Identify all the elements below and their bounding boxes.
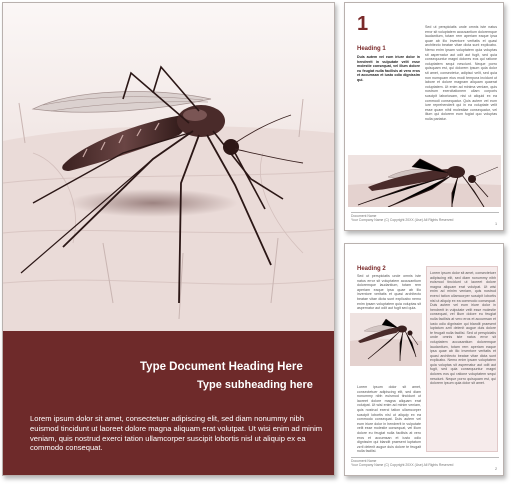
mosquito-photo — [3, 3, 335, 331]
footer-title: Document Name — [351, 459, 377, 463]
mosquito-inset-image — [350, 313, 422, 366]
footer-copyright: Your Company Name (C) Copyright 20XX (Use) All Rights Reserved — [351, 218, 454, 222]
cover-subheading: Type subheading here — [197, 379, 313, 391]
sidebar-box — [426, 266, 498, 452]
page-number: 1 — [357, 13, 369, 35]
cover-heading: Type Document Heading Here — [140, 361, 303, 373]
inner-page-1 — [344, 2, 504, 231]
right-column-text: Sed ut perspiciatis unde omnis iste natus error sit voluptatem accusantium doloremque laudantium, totam rem aperiam eaque ipsa quae ab illo inventore veritatis et quasi architecto beatae vitae dicta sunt explicabo. Nemo enim ipsam voluptatem quia voluptas sit aspernatur aut odit aut fugit, sed quia consequuntur magni dolores eos qui ratione voluptatem sequi nesciunt. Neque porro quisquam est, qui dolorem ipsum quia dolor sit amet, consectetur, adipisci velit, sed quia non numquam eius modi tempora incidunt ut labore et dolore magnam aliquam quaerat voluptatem. Ut enim ad minima veniam, quis nostrum exercitationem ullam corporis suscipit laboriosam, nisi ut aliquid ex ea commodi consequatur. Quis autem vel eum iure reprehenderit qui in ea voluptate velit esse quam nihil molestiae consequatur, vel illum qui dolorem eum fugiat quo voluptas nulla pariatur. — [425, 25, 497, 121]
left-column-bottom-text: Lorem ipsum dolor sit amet, consectetuer adipiscing elit, sed diam nonummy nibh euismod tincidunt ut laoreet dolore magna aliquam erat volutpat. Ut wisi enim ad minim veniam, quis nostrud exerci tation ullamcorper suscipit lobortis nisl ut aliquip ex ea commodo consequat. Duis autem vel eum iriure dolor in hendrerit in vulputate velit esse molestie consequat, vel illum dolore eu feugiat nulla facilisis at vero eros et accumsan et iusto odio dignissim qui blandit praesent luptatum zzril delenit augue duis dolore te feugait nulla facilisi. — [357, 385, 421, 454]
mosquito-banner-image — [348, 155, 501, 207]
footer-copyright: Your Company Name (C) Copyright 20XX (Use) All Rights Reserved — [351, 463, 454, 467]
cover-page — [2, 2, 335, 476]
cover-title-band — [3, 331, 335, 476]
footer-page-number: 2 — [495, 467, 498, 471]
footer-rule — [351, 212, 499, 213]
footer-rule — [351, 457, 499, 458]
heading-2: Heading 2 — [357, 266, 386, 272]
left-column-top-text: Sed ut perspiciatis unde omnis iste natus error sit voluptatem accusantium doloremque laudantium, totam rem aperiam eaque ipsa quae ab illo inventore veritatis et quasi architecto beatae vitae dicta sunt explicabo nemo enim ipsam voluptatem quia voluptas sit aspernatur aut odit aut fugit sed quia. — [357, 274, 421, 311]
inner-page-2 — [344, 243, 504, 476]
footer-title: Document Name — [351, 214, 377, 218]
heading-1: Heading 1 — [357, 46, 386, 52]
footer-page-number: 1 — [495, 222, 498, 226]
sidebar-text: Lorem ipsum dolor sit amet, consectetuer adipiscing elit, sed diam nonummy nibh euismod tincidunt ut laoreet dolore magna aliquam erat volutpat. Ut wisi enim ad minim veniam, quis nostrud exerci tation ullamcorper suscipit lobortis nisl ut aliquip ex ea commodo consequat. Duis autem vel eum iriure dolor in hendrerit in vulputate velit esse molestie consequat, vel illum dolore eu feugiat nulla facilisis at vero eros et accumsan et iusto odio dignissim qui blandit praesent luptatum zzril delenit augue duis dolore te feugait nulla facilisi. Sed ut perspiciatis unde omnis iste natus error sit voluptatem accusantium doloremque laudantium, totam rem aperiam eaque ipsa quae ab illo inventore veritatis et quasi architecto beatae vitae dicta sunt explicabo. Nemo enim ipsam voluptatem quia voluptas sit aspernatur aut odit aut fugit, sed quia consequuntur magni dolores eos qui ratione voluptatem sequi nesciunt. Neque porro quisquam est, qui dolorem ipsum quia dolor sit amet. — [430, 271, 496, 386]
cover-body-text: Lorem ipsum dolor sit amet, consectetuer adipiscing elit, sed diam nonummy nibh euismod tincidunt ut laoreet dolore magna aliquam erat volutpat. Ut wisi enim ad minim veniam, quis nostrud exerci tation ullamcorper suscipit lobortis nisl ut aliquip ex ea commodo consequat. — [30, 414, 323, 453]
bold-intro-text: Duis autem vel eum iriure dolor in hendrerit in vulputate velit esse molestie consequat, vel illum dolore eu feugiat nulla facilisis at vero eros et accumsan et iusto odio dignissim qui. — [357, 55, 420, 82]
